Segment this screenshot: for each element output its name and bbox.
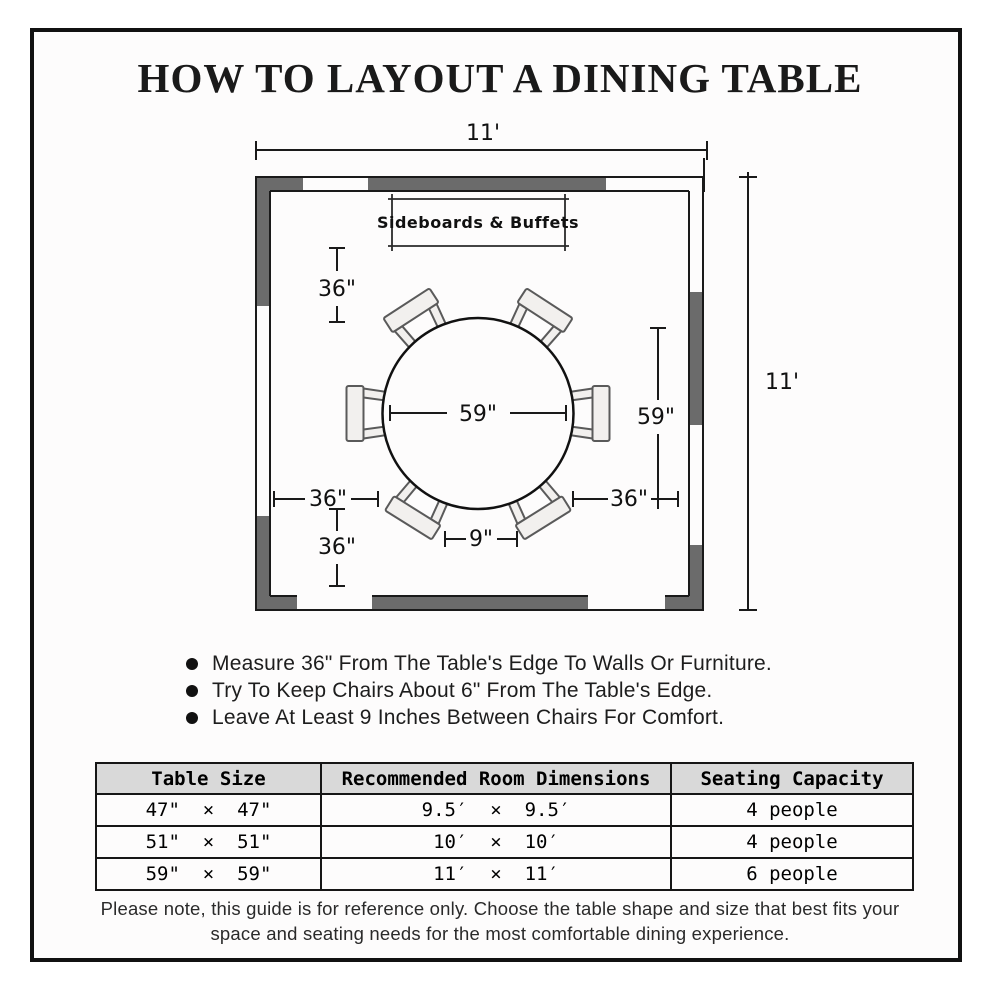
clearance-right-label: 36" [609,487,649,512]
table-diameter-label: 59" [458,402,498,427]
cell-room-dimensions: 10′ × 10′ [321,826,671,858]
footnote [0,897,1000,947]
cell-table-size: 47" × 47" [96,794,321,826]
sideboard-label: Sideboards & Buffets [376,213,580,232]
side-diameter-label: 59" [636,405,676,430]
cell-seating-capacity: 6 people [671,858,913,890]
wall-segment [256,596,297,610]
wall-segment [372,596,588,610]
header-room-dimensions: Recommended Room Dimensions [321,763,671,794]
bullet-icon [186,685,198,697]
table-row [96,858,913,890]
tip-text: Try To Keep Chairs About 6" From The Table's Edge. [212,678,713,702]
bullet-icon [186,712,198,724]
tip-item [186,651,772,676]
tip-item [186,705,772,730]
footnote-text: Please note, this guide is for reference only. Choose the table shape and size that best fits your space and seating needs for the most comfortable dining experience. [100,898,900,944]
table-row [96,794,913,826]
room-height-label: 11' [764,370,800,395]
tip-text: Leave At Least 9 Inches Between Chairs For Comfort. [212,705,725,729]
chair-gap-label: 9" [468,527,494,552]
tip-item [186,678,772,703]
cell-table-size: 51" × 51" [96,826,321,858]
wall-segment [689,292,703,425]
header-table-size: Table Size [96,763,321,794]
page-title: HOW TO LAYOUT A DINING TABLE [137,55,863,101]
cell-room-dimensions: 11′ × 11′ [321,858,671,890]
clearance-bottom-label: 36" [317,535,357,560]
cell-seating-capacity: 4 people [671,794,913,826]
size-guide-table [95,762,914,891]
cell-table-size: 59" × 59" [96,858,321,890]
table-row [96,826,913,858]
wall-segment [665,596,703,610]
room-width-label: 11' [465,121,501,146]
clearance-top-label: 36" [317,277,357,302]
tips-list [186,651,772,732]
cell-room-dimensions: 9.5′ × 9.5′ [321,794,671,826]
clearance-left-label: 36" [308,487,348,512]
tip-text: Measure 36" From The Table's Edge To Walls Or Furniture. [212,651,772,675]
wall-segment [256,516,270,610]
room-height-dimension [739,172,757,610]
bullet-icon [186,658,198,670]
cell-seating-capacity: 4 people [671,826,913,858]
wall-segment [368,177,606,191]
header-seating-capacity: Seating Capacity [671,763,913,794]
wall-segment [256,177,270,306]
table-header-row [96,763,913,794]
